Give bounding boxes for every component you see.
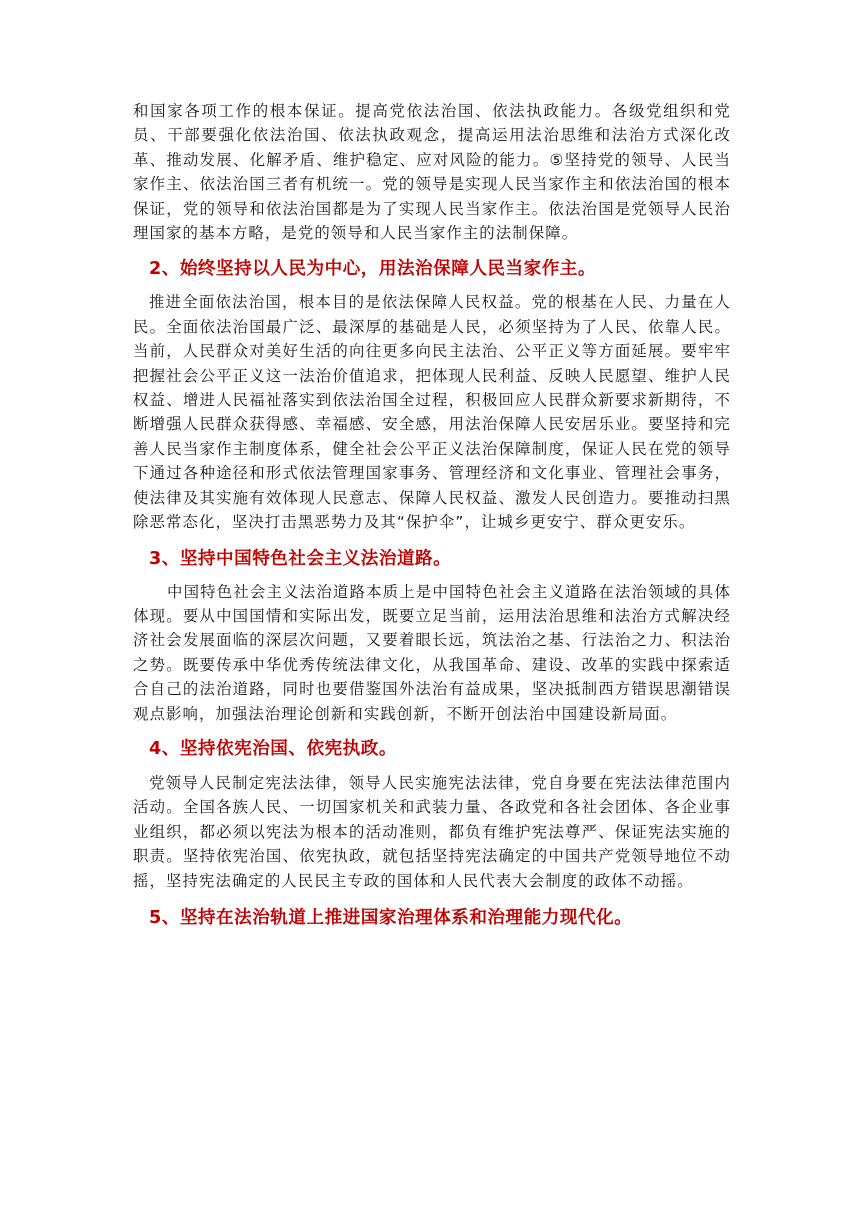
- document-page: [133, 99, 731, 930]
- section-heading-5: 5、坚持在法治轨道上推进国家治理体系和治理能力现代化。: [149, 907, 633, 928]
- section-heading-2: 2、始终坚持以人民为中心，用法治保障人民当家作主。: [149, 259, 596, 280]
- body-paragraph-3: 中国特色社会主义法治道路本质上是中国特色社会主义道路在法治领域的具体体现。要从中国国情和实际出发，既要立足当前，运用法治思维和法治方式解决经济社会发展面临的深层次问题，又要着眼长远，筑法治之基、行法治之力、积法治之势。既要传承中华优秀传统法律文化，从我国革命、建设、改革的实践中探索适合自己的法治道路，同时也要借鉴国外法治有益成果，坚决抵制西方错误思潮错误观点影响，加强法治理论创新和实践创新，不断开创法治中国建设新局面。: [133, 582, 731, 723]
- body-paragraph-4: 党领导人民制定宪法法律，领导人民实施宪法法律，党自身要在宪法法律范围内活动。全国各族人民、一切国家机关和武装力量、各政党和各社会团体、各企业事业组织，都必须以宪法为根本的活动准则，都负有维护宪法尊严、保证宪法实施的职责。坚持依宪治国、依宪执政，就包括坚持宪法确定的中国共产党领导地位不动摇，坚持宪法确定的人民民主专政的国体和人民代表大会制度的政体不动摇。: [133, 773, 731, 890]
- body-paragraph-1: 和国家各项工作的根本保证。提高党依法治国、依法执政能力。各级党组织和党员、干部要强化依法治国、依法执政观念，提高运用法治思维和法治方式深化改革、推动发展、化解矛盾、维护稳定、应对风险的能力。⑤坚持党的领导、人民当家作主、依法治国三者有机统一。党的领导是实现人民当家作主和依法治国的根本保证，党的领导和依法治国都是为了实现人民当家作主。依法治国是党领导人民治理国家的基本方略，是党的领导和人民当家作主的法制保障。: [133, 102, 731, 243]
- section-heading-4: 4、坚持依宪治国、依宪执政。: [149, 738, 397, 759]
- section-heading-3: 3、坚持中国特色社会主义法治道路。: [149, 548, 452, 569]
- body-paragraph-2: 推进全面依法治国，根本目的是依法保障人民权益。党的根基在人民、力量在人民。全面依法治国最广泛、最深厚的基础是人民，必须坚持为了人民、依靠人民。当前，人民群众对美好生活的向往更多向民主法治、公平正义等方面延展。要牢牢把握社会公平正义这一法治价值追求，把体现人民利益、反映人民愿望、维护人民权益、增进人民福祉落实到依法治国全过程，积极回应人民群众新要求新期待，不断增强人民群众获得感、幸福感、安全感，用法治保障人民安居乐业。要坚持和完善人民当家作主制度体系，健全社会公平正义法治保障制度，保证人民在党的领导下通过各种途径和形式依法管理国家事务、管理经济和文化事业、管理社会事务，使法律及其实施有效体现人民意志、保障人民权益、激发人民创造力。要推动扫黑除恶常态化，坚决打击黑恶势力及其“保护伞”，让城乡更安宁、群众更安乐。: [133, 293, 731, 532]
